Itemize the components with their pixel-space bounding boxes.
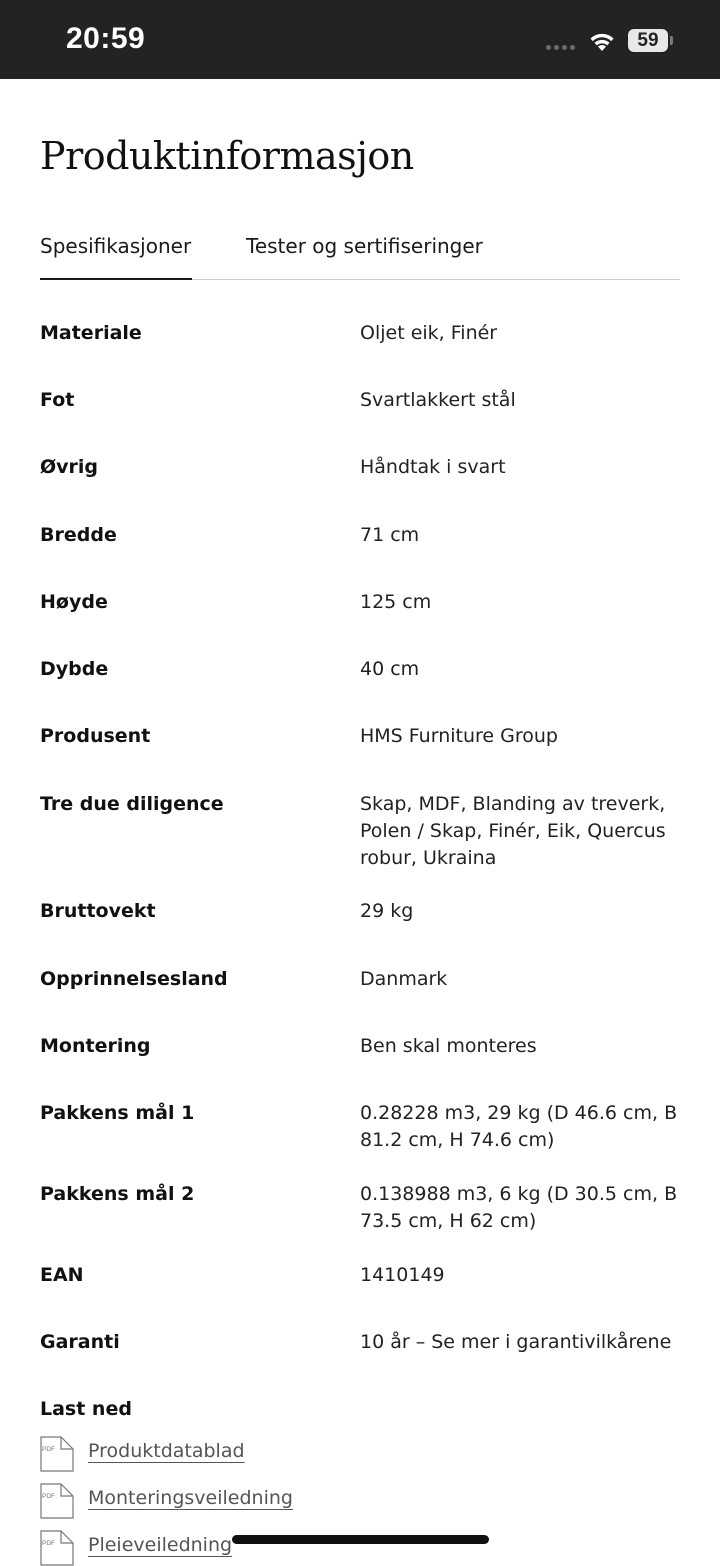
- spec-value: 0.138988 m3, 6 kg (D 30.5 cm, B 73.5 cm, H 62 cm): [360, 1183, 678, 1232]
- pdf-file-icon: [40, 1483, 74, 1519]
- pdf-file-icon: [40, 1530, 74, 1566]
- status-bar: [0, 0, 720, 79]
- tab-tester-og-sertifiseringer[interactable]: Tester og sertifiseringer: [246, 234, 483, 258]
- downloads-heading: Last ned: [40, 1398, 132, 1420]
- spec-label: Produsent: [40, 725, 151, 747]
- battery-icon: 59: [628, 29, 668, 52]
- spec-value: Håndtak i svart: [360, 456, 506, 478]
- spec-value: Danmark: [360, 968, 448, 990]
- tab-spesifikasjoner[interactable]: Spesifikasjoner: [40, 222, 192, 280]
- spec-label: Øvrig: [40, 456, 99, 478]
- spec-value: 40 cm: [360, 658, 420, 680]
- spec-label: Tre due diligence: [40, 793, 224, 815]
- spec-label: Montering: [40, 1035, 151, 1057]
- download-link[interactable]: Pleieveiledning: [88, 1534, 233, 1556]
- spec-label: Dybde: [40, 658, 109, 680]
- battery-tip: [670, 36, 673, 45]
- spec-value: Svartlakkert stål: [360, 389, 516, 411]
- tab-bar: [40, 222, 680, 280]
- svg-text:PDF: PDF: [42, 1540, 55, 1547]
- svg-text:PDF: PDF: [42, 1446, 55, 1453]
- cellular-signal-icon: [546, 45, 575, 50]
- spec-value: 0.28228 m3, 29 kg (D 46.6 cm, B 81.2 cm, H 74.6 cm): [360, 1102, 678, 1151]
- spec-label: Pakkens mål 2: [40, 1183, 195, 1205]
- spec-value: Ben skal monteres: [360, 1035, 537, 1057]
- spec-value: Oljet eik, Finér: [360, 322, 498, 344]
- spec-label: Bredde: [40, 524, 117, 546]
- spec-value: 29 kg: [360, 900, 414, 922]
- spec-value: HMS Furniture Group: [360, 725, 558, 747]
- spec-label: Høyde: [40, 591, 108, 613]
- spec-label: Opprinnelsesland: [40, 968, 228, 990]
- download-link[interactable]: Produktdatablad: [88, 1440, 245, 1462]
- spec-value: Skap, MDF, Blanding av treverk, Polen / Skap, Finér, Eik, Quercus robur, Ukraina: [360, 793, 666, 869]
- home-indicator[interactable]: [232, 1535, 489, 1544]
- pdf-file-icon: [40, 1436, 74, 1472]
- spec-value: 125 cm: [360, 591, 432, 613]
- spec-label: Garanti: [40, 1331, 120, 1353]
- spec-value: 1410149: [360, 1264, 445, 1286]
- wifi-icon: [588, 30, 616, 52]
- page-title: Produktinformasjon: [40, 134, 414, 178]
- spec-label: EAN: [40, 1264, 84, 1286]
- svg-text:PDF: PDF: [42, 1493, 55, 1500]
- spec-value: 71 cm: [360, 524, 420, 546]
- spec-label: Materiale: [40, 322, 142, 344]
- status-time: 20:59: [66, 22, 146, 55]
- spec-label: Fot: [40, 389, 75, 411]
- spec-label: Bruttovekt: [40, 900, 156, 922]
- spec-value: 10 år – Se mer i garantivilkårene: [360, 1331, 672, 1353]
- download-link[interactable]: Monteringsveiledning: [88, 1487, 293, 1509]
- spec-label: Pakkens mål 1: [40, 1102, 195, 1124]
